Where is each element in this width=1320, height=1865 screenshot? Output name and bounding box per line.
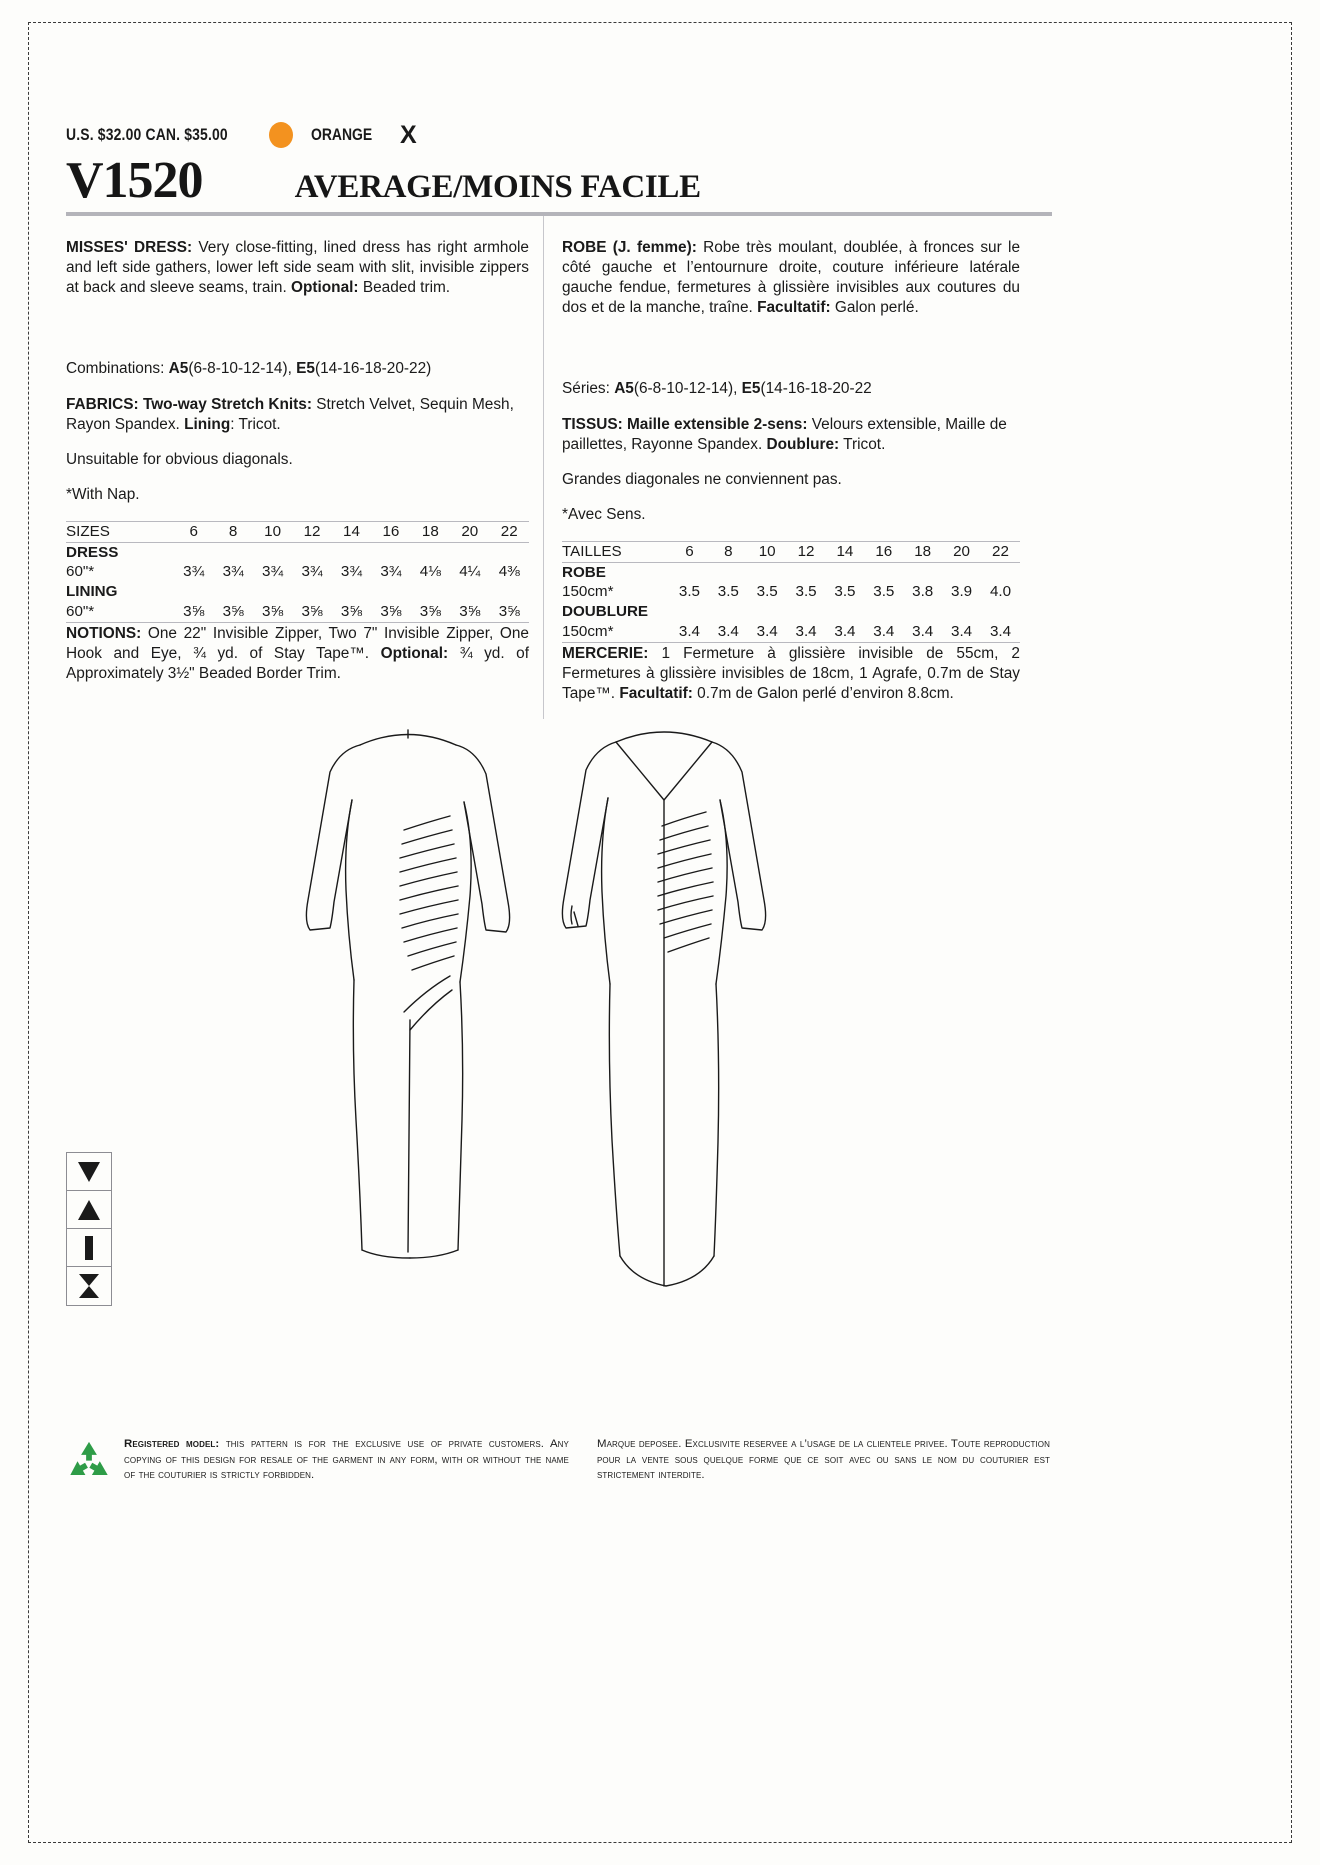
english-description <box>66 238 529 298</box>
symbol-bar-icon <box>67 1229 111 1267</box>
symbol-triangle-down-icon <box>67 1153 111 1191</box>
yardage-values-row <box>66 562 529 582</box>
french-lining-heading: Doublure: <box>766 435 840 453</box>
yardage-group-name: LINING <box>66 583 118 601</box>
fabric-width-label: 150cm* <box>562 583 614 601</box>
triangle-down-glyph <box>76 1161 102 1183</box>
yardage-cell: 3.4 <box>989 622 1012 640</box>
yardage-cell: 3.5 <box>756 583 778 601</box>
yardage-values-row <box>66 602 529 622</box>
yardage-values-row <box>562 582 1020 602</box>
yardage-cell: 3⅝ <box>498 602 520 620</box>
title-row <box>66 152 1066 209</box>
english-combinations <box>66 359 529 379</box>
yardage-cell: 3¾ <box>183 563 205 581</box>
english-combo-e-sizes: (14-16-18-20-22) <box>314 360 432 378</box>
symbol-key-box <box>66 1152 112 1306</box>
size-header-cell: 10 <box>253 521 292 542</box>
yardage-cell: 3⅝ <box>340 602 363 620</box>
line-drawings <box>300 690 1020 1310</box>
yardage-group-name-row <box>562 602 1020 622</box>
fabric-width-label: 150cm* <box>562 622 614 640</box>
yardage-cell: 3⅝ <box>459 602 481 620</box>
description-block <box>66 212 1052 719</box>
french-fabrics <box>562 415 1020 455</box>
english-yardage-body <box>66 521 529 621</box>
size-header-cell: 12 <box>787 541 826 562</box>
sizes-header-row <box>66 521 529 542</box>
english-notions-optional-heading: Optional: <box>380 644 449 662</box>
sizes-label: TAILLES <box>562 541 670 562</box>
french-nap-note: *Avec Sens. <box>562 506 646 524</box>
footer <box>66 1437 1052 1490</box>
french-description-heading: ROBE (J. femme): <box>562 239 697 257</box>
english-notions-body: One 22" Invisible Zipper, Two 7" Invisible Zipper, One Hook and Eye, ¾ yd. of Stay Tape™. <box>66 624 529 662</box>
french-combinations <box>562 379 1020 399</box>
yardage-group-name-row <box>66 542 529 562</box>
color-name-label: ORANGE <box>311 125 373 144</box>
yardage-cell: 3⅝ <box>419 602 441 620</box>
yardage-cell: 3.4 <box>873 622 895 640</box>
yardage-group-name-row <box>562 562 1020 582</box>
english-description-body: Very close-fitting, lined dress has right armhole and left side gathers, lower left side seam with slit, invisible zippers at back and sleeve seams, train. <box>66 239 529 297</box>
yardage-cell: 3.8 <box>912 583 934 601</box>
yardage-cell: 3¾ <box>222 563 244 581</box>
english-description-heading: MISSES' DRESS: <box>66 239 193 257</box>
triangle-up-glyph <box>76 1199 102 1221</box>
english-yardage-table <box>66 521 529 622</box>
english-nap-note: *With Nap. <box>66 486 140 504</box>
french-combo-e-sizes: (14-16-18-20-22 <box>760 380 872 398</box>
yardage-cell: 4⅛ <box>419 563 441 581</box>
french-combo-e: E5 <box>741 380 761 398</box>
size-header-cell: 16 <box>864 541 903 562</box>
english-notions-optional-body: ¾ yd. of Approximately 3½" Beaded Border Trim. <box>66 644 530 682</box>
english-optional-heading: Optional: <box>291 279 359 297</box>
french-notions-optional-heading: Facultatif: <box>619 684 693 702</box>
footer-english-lead: Registered model: <box>124 1438 220 1450</box>
size-header-cell: 18 <box>411 521 450 542</box>
color-mark-label: X <box>400 120 417 149</box>
yardage-cell: 4.0 <box>989 583 1012 601</box>
fabric-width-label: 60"* <box>66 602 95 620</box>
bowtie-glyph <box>76 1273 102 1299</box>
yardage-group-name: ROBE <box>562 563 606 581</box>
english-column <box>66 216 543 719</box>
yardage-cell: 3.4 <box>795 622 817 640</box>
yardage-cell: 3.4 <box>912 622 934 640</box>
yardage-cell: 3.5 <box>717 583 739 601</box>
footer-english <box>124 1437 587 1484</box>
line-drawings-svg <box>300 690 1020 1310</box>
yardage-cell: 3.4 <box>717 622 739 640</box>
yardage-cell: 3.5 <box>795 583 817 601</box>
french-combo-a-sizes: (6-8-10-12-14), <box>633 380 742 398</box>
color-swatch-dot <box>269 122 293 148</box>
yardage-cell: 3⅝ <box>380 602 402 620</box>
yardage-cell: 3.4 <box>834 622 856 640</box>
english-fabrics <box>66 395 529 435</box>
yardage-cell: 3⅝ <box>183 602 205 620</box>
size-header-cell: 8 <box>213 521 252 542</box>
yardage-cell: 3.4 <box>951 622 973 640</box>
footer-columns <box>124 1437 1052 1484</box>
symbol-bowtie-icon <box>67 1267 111 1305</box>
french-notions-optional-body: 0.7m de Galon perlé d’environ 8.8cm. <box>692 684 954 702</box>
french-spacer <box>562 334 1020 364</box>
french-combinations-label: Séries: <box>562 380 615 398</box>
size-header-cell: 22 <box>981 541 1020 562</box>
size-header-cell: 20 <box>942 541 981 562</box>
price-label: U.S. $32.00 CAN. $35.00 <box>66 125 228 144</box>
recycle-icon <box>66 1437 124 1490</box>
french-yardage-body <box>562 541 1020 641</box>
english-combo-a-sizes: (6-8-10-12-14), <box>188 360 297 378</box>
french-lining-body: Tricot. <box>839 435 886 453</box>
dress-front-line-drawing <box>306 730 509 1258</box>
french-unsuitable: Grandes diagonales ne conviennent pas. <box>562 471 842 489</box>
yardage-cell: 3¾ <box>301 563 323 581</box>
english-notions-heading: NOTIONS: <box>66 624 142 642</box>
size-header-cell: 14 <box>332 521 371 542</box>
size-header-cell: 6 <box>670 541 709 562</box>
dress-back-line-drawing <box>562 732 765 1286</box>
footer-french: Marque deposee. Exclusivite reservee a l’usage de la clientele privee. Toute reproduction pour la vente sous quelque forme que ce soit avec ou sans le nom du couturier est strictement interdite. <box>597 1438 1050 1481</box>
english-combinations-label: Combinations: <box>66 360 169 378</box>
recycle-glyph <box>66 1439 112 1485</box>
size-header-cell: 20 <box>450 521 489 542</box>
yardage-cell: 3.4 <box>678 622 700 640</box>
yardage-cell: 4⅜ <box>498 563 520 581</box>
french-fabrics-heading: TISSUS: Maille extensible 2-sens: <box>562 415 808 433</box>
yardage-cell: 3¾ <box>340 563 363 581</box>
english-lining-body: : Tricot. <box>230 415 281 433</box>
english-fabrics-heading: FABRICS: Two-way Stretch Knits: <box>66 395 312 413</box>
sizes-header-row <box>562 541 1020 562</box>
size-header-cell: 16 <box>371 521 410 542</box>
french-column <box>543 216 1020 719</box>
difficulty-label: AVERAGE/MOINS FACILE <box>294 169 701 205</box>
french-description <box>562 238 1020 318</box>
french-optional-body: Galon perlé. <box>830 299 919 317</box>
symbol-triangle-up-icon <box>67 1191 111 1229</box>
french-combo-a: A5 <box>614 380 634 398</box>
yardage-cell: 3.5 <box>678 583 700 601</box>
french-notions-body: 1 Fermeture à glissière invisible de 55cm, 2 Fermetures à glissière invisibles de 18cm, 1 Agrafe, 0.7m de Stay Tape™. <box>562 644 1020 702</box>
yardage-cell: 3.9 <box>951 583 973 601</box>
english-optional-body: Beaded trim. <box>358 279 451 297</box>
english-lining-heading: Lining <box>184 415 231 433</box>
yardage-group-name-row <box>66 582 529 602</box>
yardage-cell: 4¼ <box>459 563 481 581</box>
size-header-cell: 8 <box>709 541 748 562</box>
yardage-group-name: DOUBLURE <box>562 603 649 621</box>
size-header-cell: 22 <box>490 521 530 542</box>
size-header-cell: 10 <box>748 541 787 562</box>
yardage-cell: 3⅝ <box>301 602 323 620</box>
english-fabrics-body: Stretch Velvet, Sequin Mesh, Rayon Spandex. <box>66 395 514 433</box>
sizes-label: SIZES <box>66 521 174 542</box>
size-header-cell: 18 <box>903 541 942 562</box>
english-spacer <box>66 314 529 344</box>
french-yardage-table <box>562 541 1020 642</box>
yardage-cell: 3⅝ <box>222 602 244 620</box>
french-description-body: Robe très moulant, doublée, à fronces sur le côté gauche et l’entournure droite, couture inférieure latérale gauche fendue, fermetures à glissière invisibles aux coutures du dos et de la manche, traîne. <box>562 239 1021 317</box>
yardage-values-row <box>562 622 1020 642</box>
yardage-cell: 3.5 <box>873 583 895 601</box>
yardage-cell: 3.4 <box>756 622 778 640</box>
english-combo-a: A5 <box>168 360 189 378</box>
yardage-cell: 3.5 <box>834 583 856 601</box>
price-row <box>66 122 417 148</box>
yardage-cell: 3¾ <box>262 563 284 581</box>
french-optional-heading: Facultatif: <box>757 299 831 317</box>
english-combo-e: E5 <box>296 360 315 378</box>
french-notions-heading: MERCERIE: <box>562 644 649 662</box>
french-fabrics-body: Velours extensible, Maille de paillettes, Rayonne Spandex. <box>562 415 1007 453</box>
size-header-cell: 6 <box>174 521 213 542</box>
footer-english-rest: this pattern is for the exclusive use of private customers. Any copying of this design for resale of the garment in any form, with or without the name of the couturier is strictly forbidden. <box>124 1438 569 1481</box>
fabric-width-label: 60"* <box>66 563 95 581</box>
english-unsuitable: Unsuitable for obvious diagonals. <box>66 451 293 469</box>
yardage-cell: 3¾ <box>380 563 402 581</box>
size-header-cell: 12 <box>292 521 331 542</box>
size-header-cell: 14 <box>826 541 865 562</box>
bar-glyph <box>76 1235 102 1261</box>
pattern-number: V1520 <box>66 152 203 209</box>
english-notions <box>66 622 529 684</box>
yardage-group-name: DRESS <box>66 543 119 561</box>
yardage-cell: 3⅝ <box>262 602 284 620</box>
